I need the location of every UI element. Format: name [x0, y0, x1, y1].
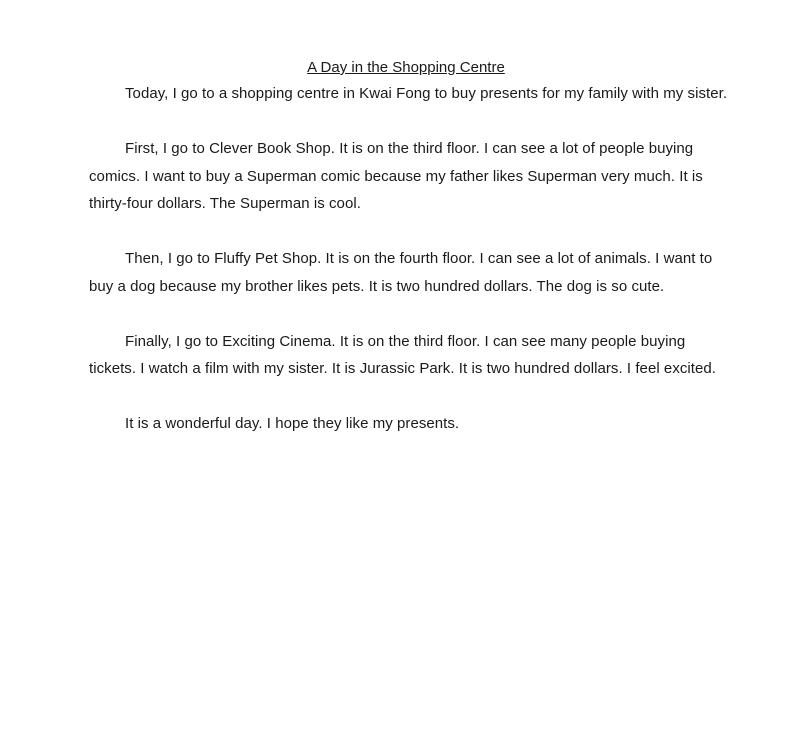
- document-page: [89, 56, 729, 465]
- document-title: A Day in the Shopping Centre: [307, 59, 505, 76]
- paragraph-intro: Today, I go to a shopping centre in Kwai Fong to buy presents for my family with my sister.: [125, 85, 728, 102]
- paragraph-conclusion: It is a wonderful day. I hope they like my presents.: [125, 415, 460, 432]
- paragraph-pet-shop: Then, I go to Fluffy Pet Shop. It is on the fourth floor. I can see a lot of animals. I want to buy a dog because my brother likes pets. It is two hundred dollars. The dog is so cute.: [89, 250, 713, 295]
- paragraph-cinema: Finally, I go to Exciting Cinema. It is on the third floor. I can see many people buying tickets. I watch a film with my sister. It is Jurassic Park. It is two hundred dollars. I feel excited.: [89, 332, 717, 377]
- paragraph-book-shop: First, I go to Clever Book Shop. It is on the third floor. I can see a lot of people buying comics. I want to buy a Superman comic because my father likes Superman very much. It is thirty-four dollars. The Superman is cool.: [89, 140, 703, 212]
